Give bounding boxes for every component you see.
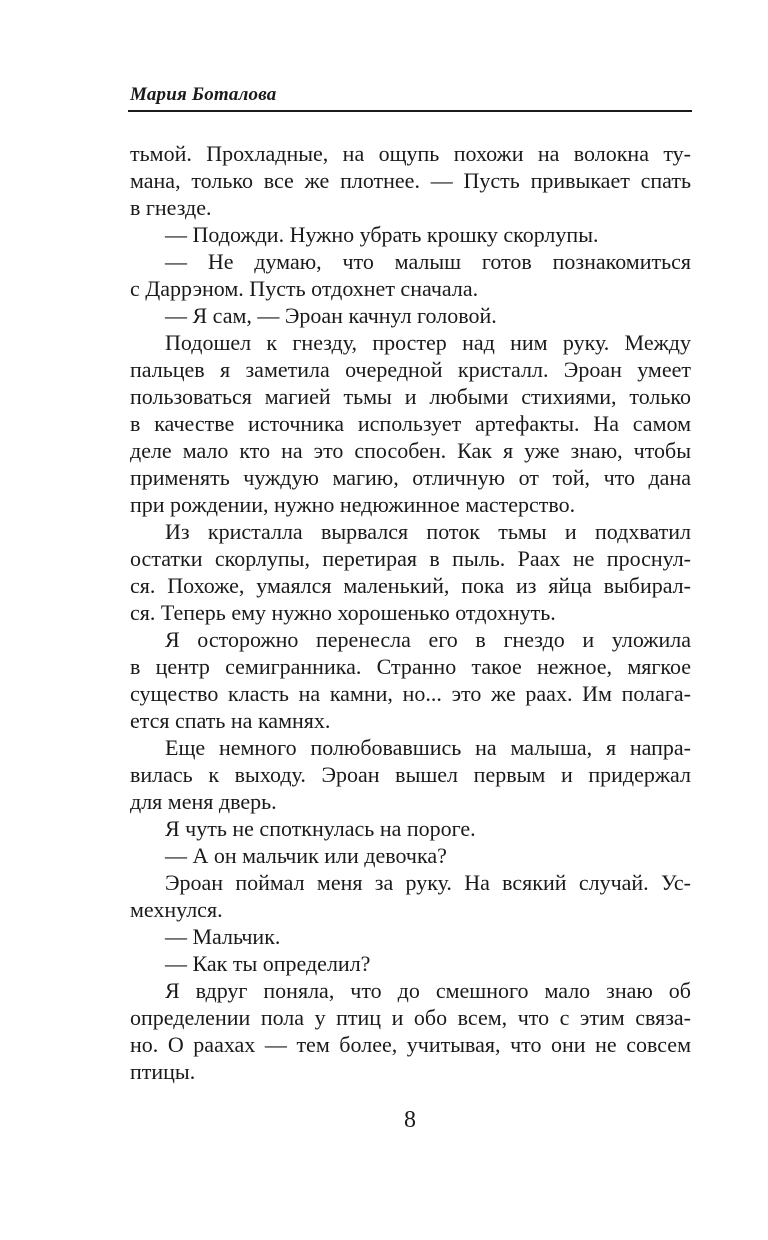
text-line: пользоваться магией тьмы и любыми стихиями, только bbox=[130, 384, 691, 409]
text-line: Подошел к гнезду, простер над ним руку. Между bbox=[165, 330, 691, 355]
text-line: но. О раахах — тем более, учитывая, что они не совсем bbox=[130, 1032, 691, 1057]
page-number: 8 bbox=[404, 1107, 416, 1133]
text-line: деле мало кто на это способен. Как я уже знаю, чтобы bbox=[130, 438, 691, 463]
running-head-author: Мария Боталова bbox=[130, 84, 277, 105]
text-line: остатки скорлупы, перетирая в пыль. Раах не проснул- bbox=[130, 546, 691, 571]
text-line: для меня дверь. bbox=[130, 789, 277, 814]
text-line: Эроан поймал меня за руку. На всякий случай. Ус- bbox=[165, 870, 691, 895]
text-line: — Как ты определил? bbox=[165, 951, 371, 976]
text-line: тьмой. Прохладные, на ощупь похожи на волокна ту- bbox=[130, 141, 691, 166]
text-line: с Даррэном. Пусть отдохнет сначала. bbox=[130, 276, 479, 301]
text-line: мана, только все же плотнее. — Пусть привыкает спать bbox=[130, 168, 691, 193]
text-line: ется спать на камнях. bbox=[130, 708, 331, 733]
text-line: ся. Похоже, умаялся маленький, пока из яйца выбирал- bbox=[130, 573, 691, 598]
text-line: Из кристалла вырвался поток тьмы и подхватил bbox=[165, 519, 691, 544]
text-line: определении пола у птиц и обо всем, что с этим связа- bbox=[130, 1005, 691, 1030]
text-line: применять чуждую магию, отличную от той, что дана bbox=[130, 465, 691, 490]
body-text bbox=[130, 140, 691, 1085]
text-line: в центр семигранника. Странно такое нежное, мягкое bbox=[130, 654, 691, 679]
text-line: мехнулся. bbox=[130, 897, 223, 922]
text-line: в качестве источника использует артефакты. На самом bbox=[130, 411, 691, 436]
text-line: Еще немного полюбовавшись на малыша, я напра- bbox=[165, 735, 691, 760]
text-line: — Мальчик. bbox=[165, 924, 281, 949]
text-line: — А он мальчик или девочка? bbox=[165, 843, 447, 868]
text-line: в гнезде. bbox=[130, 195, 212, 220]
text-line: — Подожди. Нужно убрать крошку скорлупы. bbox=[165, 222, 599, 247]
text-line: при рождении, нужно недюжинное мастерство. bbox=[130, 492, 576, 517]
text-line: Я чуть не споткнулась на пороге. bbox=[165, 816, 476, 841]
text-line: птицы. bbox=[130, 1059, 196, 1084]
text-line: Я осторожно перенесла его в гнездо и уложила bbox=[165, 627, 691, 652]
text-line: — Не думаю, что малыш готов познакомиться bbox=[165, 249, 691, 274]
text-line: пальцев я заметила очередной кристалл. Эроан умеет bbox=[130, 357, 691, 382]
text-line: существо класть на камни, но... это же раах. Им полага- bbox=[130, 681, 691, 706]
text-line: ся. Теперь ему нужно хорошенько отдохнуть. bbox=[130, 600, 556, 625]
text-line: Я вдруг поняла, что до смешного мало знаю об bbox=[165, 978, 691, 1003]
text-line: — Я сам, — Эроан качнул головой. bbox=[165, 303, 497, 328]
running-head bbox=[128, 84, 692, 112]
text-line: вилась к выходу. Эроан вышел первым и придержал bbox=[130, 762, 691, 787]
